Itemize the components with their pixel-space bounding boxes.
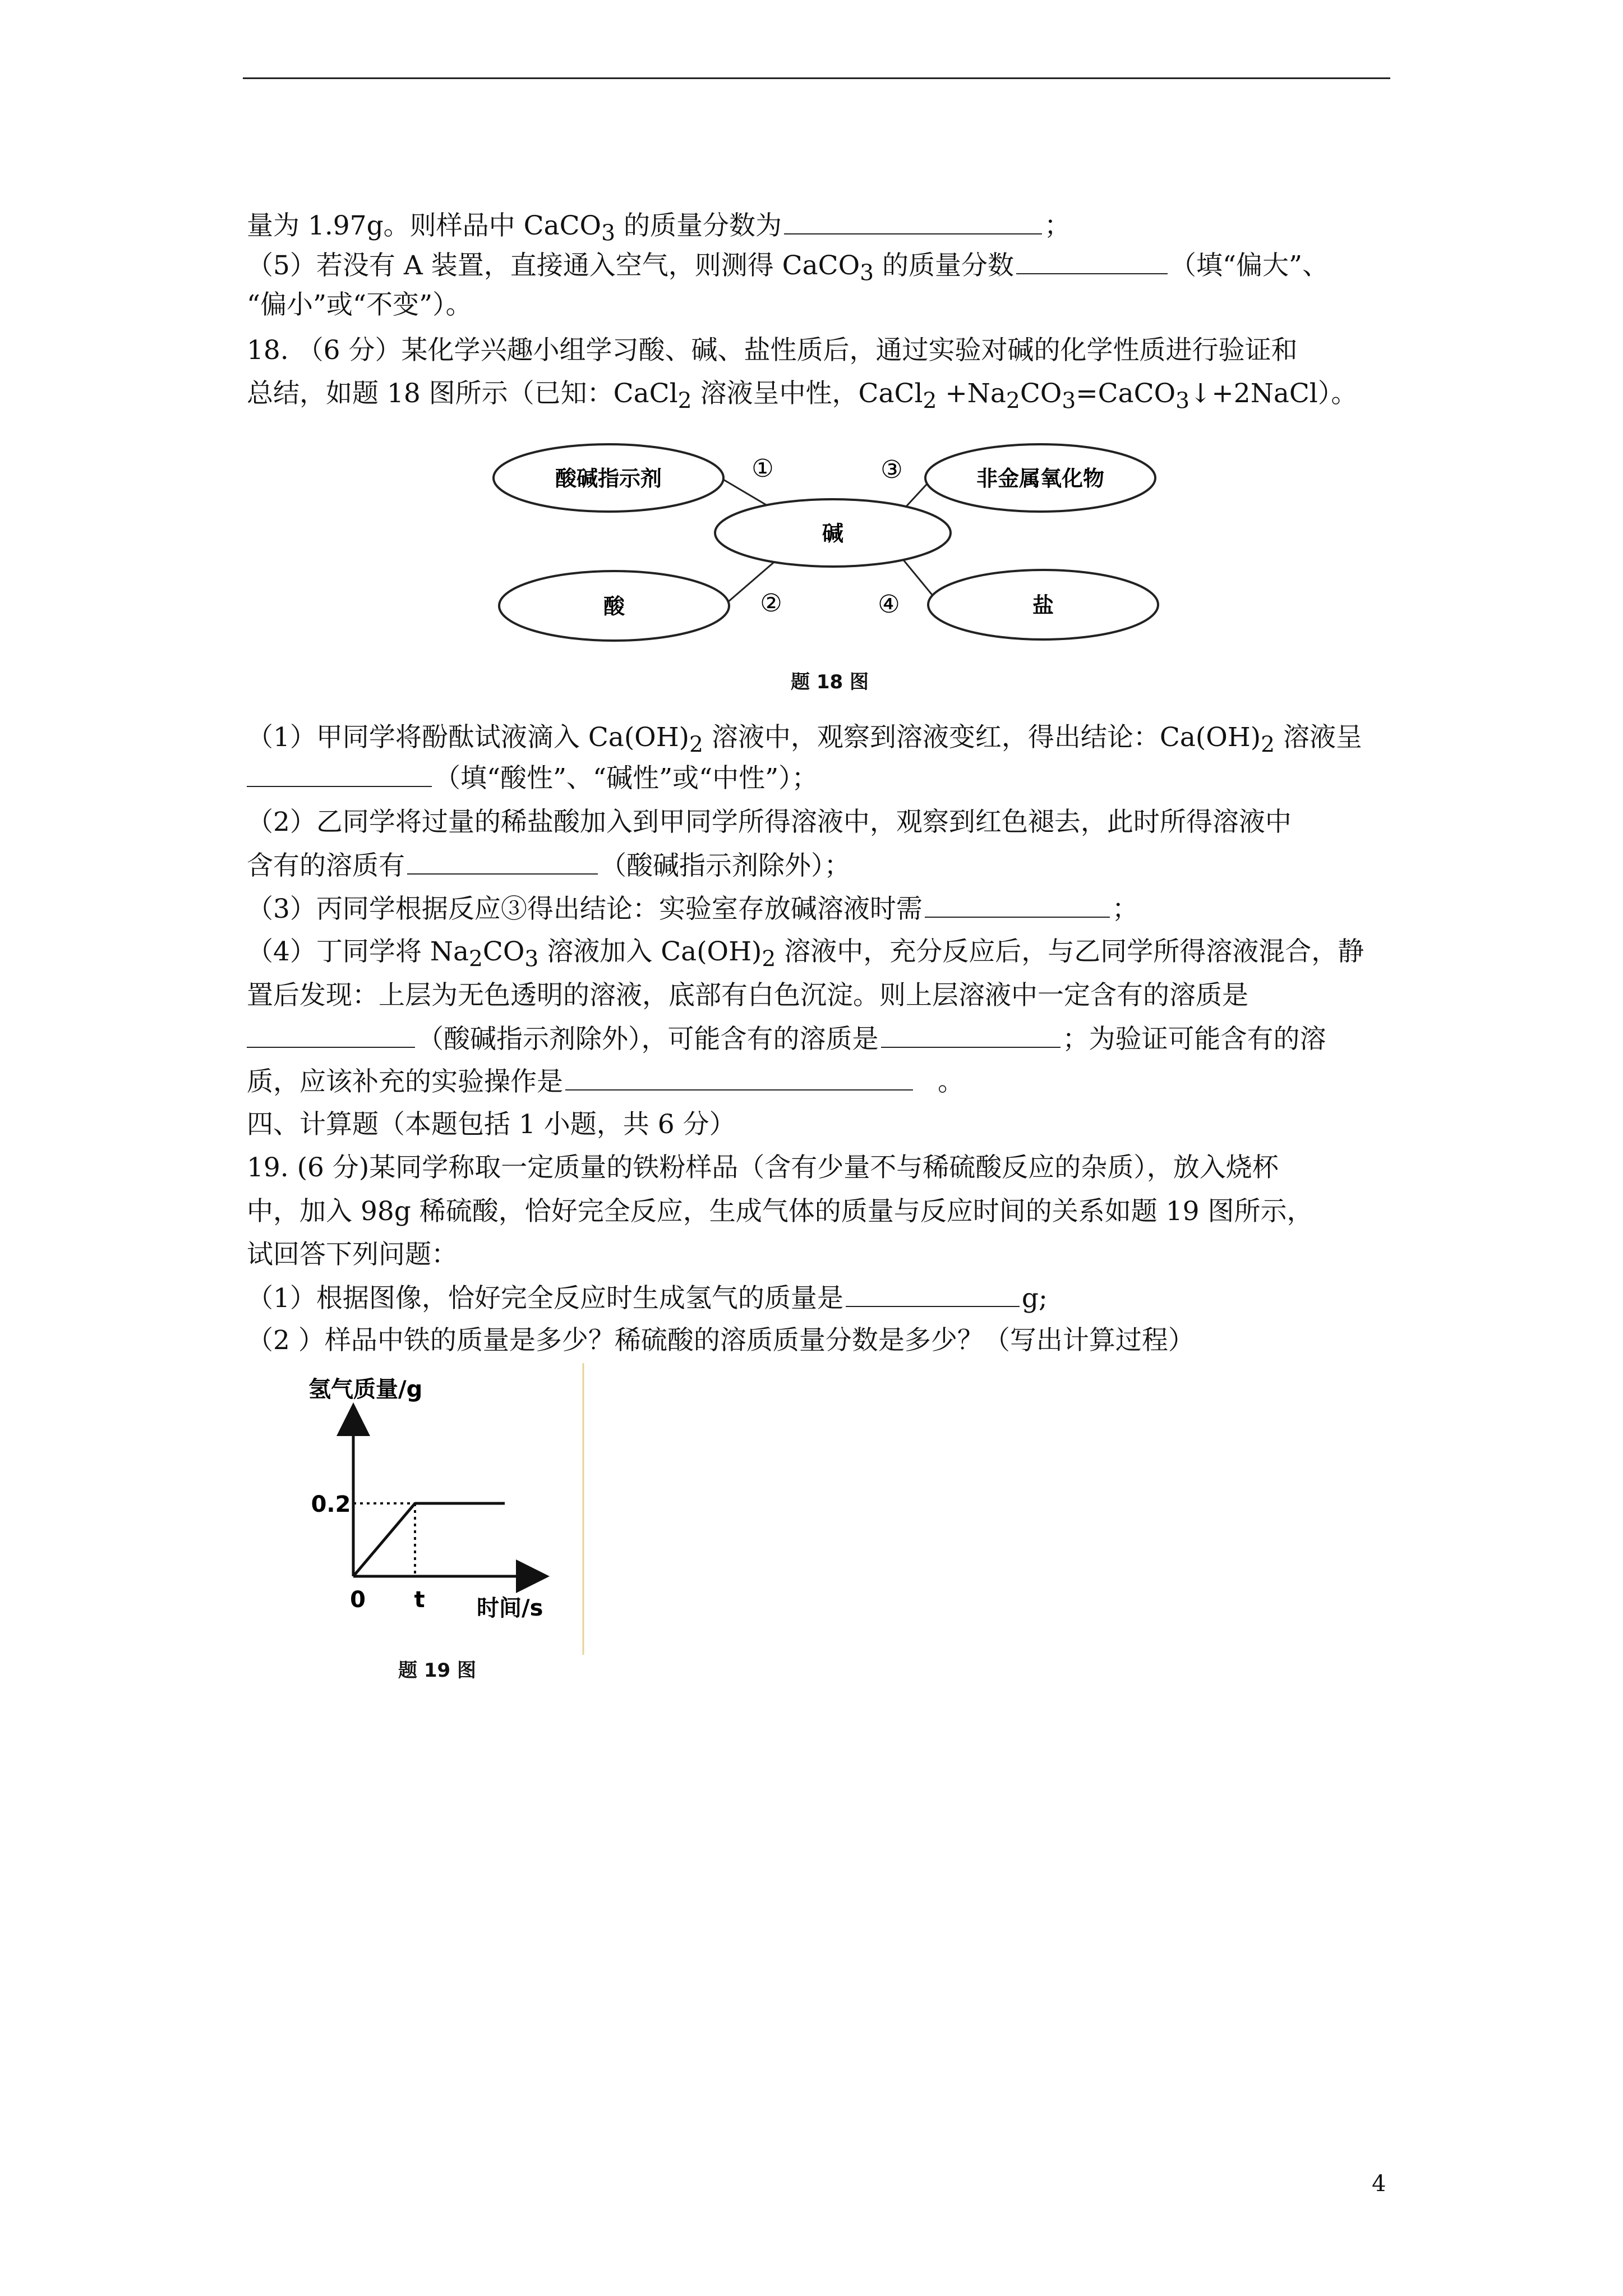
text-line: 中，加入 98g 稀硫酸，恰好完全反应，生成气体的质量与反应时间的关系如题 19 图所示， xyxy=(247,1196,1313,1227)
marker-3: ③ xyxy=(880,455,903,484)
text-line: “偏小”或“不变”）。 xyxy=(247,289,472,320)
question-18: 18. （6 分）某化学兴趣小组学习酸、碱、盐性质后，通过实验对碱的化学性质进行验证和 xyxy=(247,335,1298,366)
answer-blank[interactable] xyxy=(247,1022,415,1048)
answer-blank[interactable] xyxy=(925,892,1110,918)
answer-blank[interactable] xyxy=(1016,249,1168,274)
text-line: （酸碱指示剂除外），可能含有的溶质是 ；为验证可能含有的溶 xyxy=(247,1022,1326,1056)
header-rule xyxy=(243,77,1390,79)
text-line: 置后发现：上层为无色透明的溶液，底部有白色沉淀。则上层溶液中一定含有的溶质是 xyxy=(247,980,1248,1011)
x-tick-label: 0 xyxy=(350,1587,366,1613)
node-indicator-label: 酸碱指示剂 xyxy=(555,466,662,491)
text-line: （3）丙同学根据反应③得出结论：实验室存放碱溶液时需 ； xyxy=(247,892,1138,926)
text-line: 质，应该补充的实验操作是 。 xyxy=(247,1065,964,1099)
text-line: （填“酸性”、“碱性”或“中性”）； xyxy=(247,761,818,795)
node-base-label: 碱 xyxy=(822,521,844,546)
text-line: （4）丁同学将 $Na_2CO_3$ 溶液加入 $Ca(OH)_2$ 溶液中，充分反应后，与乙同学所得溶液混合，静 xyxy=(247,936,1364,972)
answer-blank[interactable] xyxy=(881,1022,1061,1048)
marker-1: ① xyxy=(751,454,774,483)
text-line: 总结，如题 18 图所示（已知：CaCl$_2$ 溶液呈中性，CaCl$_2$ $+Na_2CO_3=CaCO_3↓+2NaCl$）。 xyxy=(247,378,1358,414)
answer-blank[interactable] xyxy=(407,849,598,875)
section-title: 四、计算题（本题包括 1 小题，共 6 分） xyxy=(247,1109,736,1140)
question-19: 19. (6 分)某同学称取一定质量的铁粉样品（含有少量不与稀硫酸反应的杂质），放入烧杯 xyxy=(247,1152,1279,1183)
marker-4: ④ xyxy=(878,590,900,619)
answer-blank[interactable] xyxy=(846,1281,1020,1307)
figure-19-chart xyxy=(247,1363,594,1677)
series-segment xyxy=(353,1503,415,1576)
answer-blank[interactable] xyxy=(247,761,432,787)
figure-18-caption: 题 18 图 xyxy=(791,671,869,693)
text-line: 试回答下列问题： xyxy=(247,1239,458,1270)
text-line: 含有的溶质有 （酸碱指示剂除外）； xyxy=(247,849,851,883)
node-nonmetal-oxide-label: 非金属氧化物 xyxy=(976,466,1105,491)
text-line: 量为 1.97g。则样品中 CaCO$_3$ 的质量分数为 ； xyxy=(247,209,1071,250)
page-number: 4 xyxy=(1372,2171,1386,2197)
answer-blank[interactable] xyxy=(565,1065,913,1091)
answer-blank[interactable] xyxy=(784,209,1042,234)
node-salt-label: 盐 xyxy=(1032,593,1054,618)
node-acid-label: 酸 xyxy=(603,594,625,619)
y-tick-label: 0.2 xyxy=(311,1492,351,1517)
x-tick-label: t xyxy=(414,1587,425,1613)
marker-2: ② xyxy=(760,589,782,618)
text-line: （1）根据图像，恰好完全反应时生成氢气的质量是 g; xyxy=(247,1281,1048,1315)
text-line: （2）乙同学将过量的稀盐酸加入到甲同学所得溶液中，观察到红色褪去，此时所得溶液中 xyxy=(247,807,1292,838)
text-line: （1）甲同学将酚酞试液滴入 $Ca(OH)_2$ 溶液中，观察到溶液变红，得出结论：$Ca(OH)_2$ 溶液呈 xyxy=(247,722,1362,758)
x-axis-label: 时间/s xyxy=(477,1595,543,1621)
figure-18-diagram xyxy=(488,438,1166,651)
text-line: （2 ）样品中铁的质量是多少？稀硫酸的溶质质量分数是多少？（写出计算过程） xyxy=(247,1325,1195,1356)
text-line: （5）若没有 A 装置，直接通入空气，则测得 CaCO$_3$ 的质量分数 （填“偏大”、 xyxy=(247,249,1329,290)
figure-19-caption: 题 19 图 xyxy=(398,1659,476,1682)
y-axis-label: 氢气质量/g xyxy=(308,1377,423,1402)
